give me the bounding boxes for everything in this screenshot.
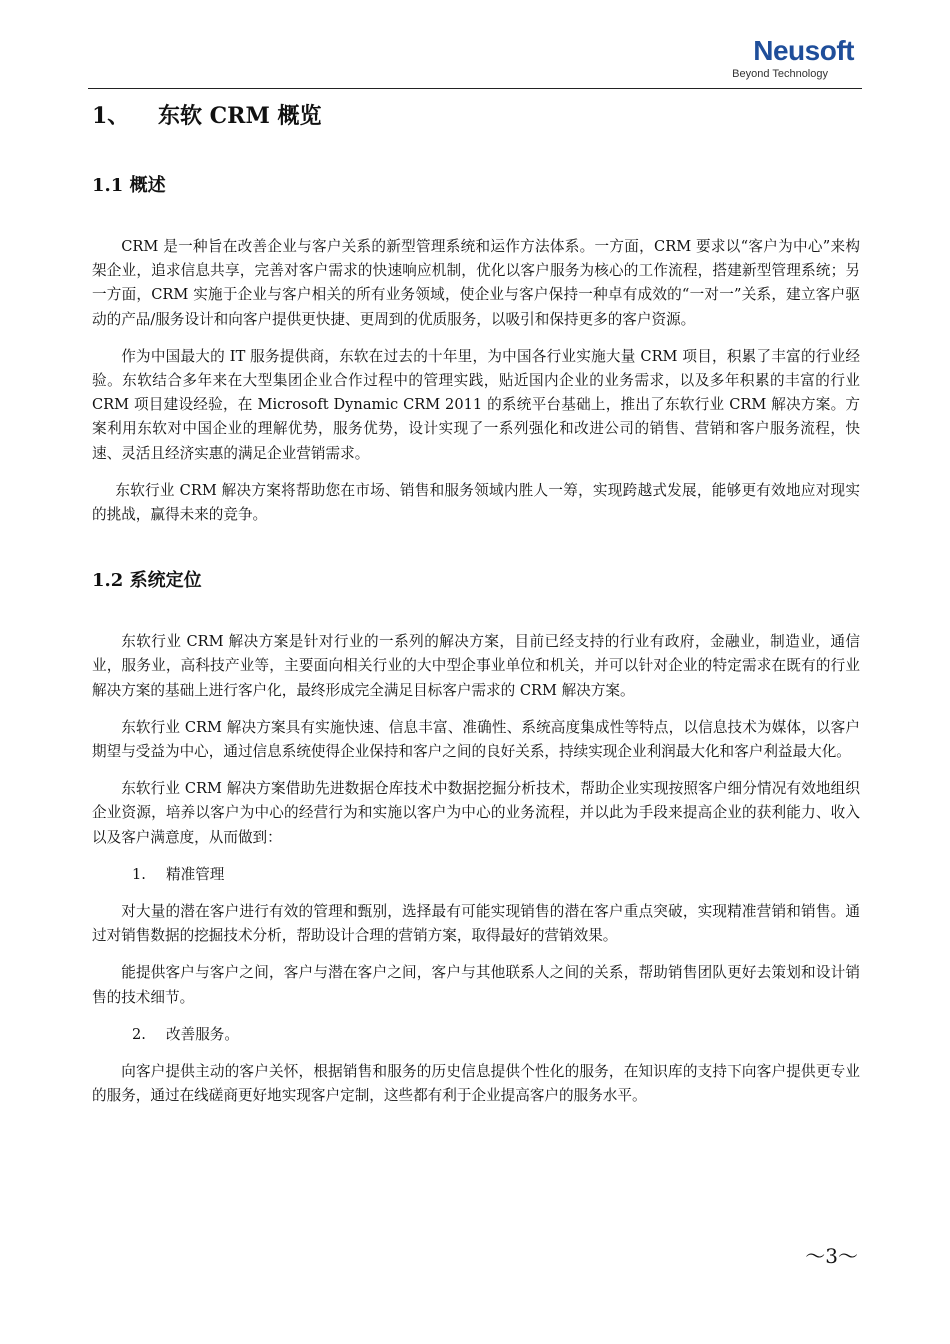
paragraph: 向客户提供主动的客户关怀，根据销售和服务的历史信息提供个性化的服务，在知识库的支持下向客户提供更专业的服务，通过在线磋商更好地实现客户定制，这些都有利于企业提高客户的服务水平。 [92,1063,860,1105]
paragraph: 东软行业 CRM 解决方案将帮助您在市场、销售和服务领域内胜人一筹，实现跨越式发展，能够更有效地应对现实的挑战，赢得未来的竞争。 [92,481,860,524]
section-number: 1、 [92,103,130,129]
list-number: 1. [132,865,146,883]
subsection-heading-positioning: 1.2 系统定位 [92,570,202,592]
logo-tagline: Beyond Technology [732,68,828,80]
paragraph: 对大量的潜在客户进行有效的管理和甄别，选择最有可能实现销售的潜在客户重点突破，实现精准营销和销售。通过对销售数据的挖掘技术分析，帮助设计合理的营销方案，取得最好的营销效果。 [92,903,860,945]
page-header [88,30,862,89]
list-text: 精准管理 [166,865,225,883]
paragraph: 能提供客户与客户之间，客户与潜在客户之间，客户与其他联系人之间的关系，帮助销售团队更好去策划和设计销售的技术细节。 [92,964,860,1006]
section-title: 东软 CRM 概览 [158,103,322,129]
paragraph: 东软行业 CRM 解决方案是针对行业的一系列的解决方案，目前已经支持的行业有政府，金融业，制造业，通信业，服务业，高科技产业等，主要面向相关行业的大中型企事业单位和机关，并可以针对企业的特定需求在既有的行业解决方案的基础上进行客户化，最终形成完全满足目标客户需求的 CRM 解决方案。 [92,633,860,699]
paragraph: CRM 是一种旨在改善企业与客户关系的新型管理系统和运作方法体系。一方面，CRM 要求以“客户为中心”来构架企业，追求信息共享，完善对客户需求的快速响应机制，优化以客户服务为核心的工作流程，搭建新型管理系统；另一方面，CRM 实施于企业与客户相关的所有业务领域，使企业与客户保持一种卓有成效的“一对一”关系，建立客户驱动的产品/服务设计和向客户提供更快捷、更周到的优质服务，以吸引和保持更多的客户资源。 [92,238,860,328]
neusoft-logo [732,36,854,80]
list-item [92,863,860,887]
paragraph: 作为中国最大的 IT 服务提供商，东软在过去的十年里，为中国各行业实施大量 CRM 项目，积累了丰富的行业经验。东软结合多年来在大型集团企业合作过程中的管理实践，贴近国内企业的业务需求，以及多年积累的丰富的行业 CRM 项目建设经验，在 Microsoft Dynamic CRM 2011 的系统平台基础上，推出了东软行业 CRM 解决方案。方案利用东软对中国企业的理解优势，服务优势，设计实现了一系列强化和改进公司的销售、营销和客户服务流程，快速、灵活且经济实惠的满足企业营销需求。 [92,347,860,462]
paragraph: 东软行业 CRM 解决方案借助先进数据仓库技术中数据挖掘分析技术，帮助企业实现按照客户细分情况有效地组织企业资源，培养以客户为中心的经营行为和实施以客户为中心的业务流程，并以此为手段来提高企业的获利能力、收入以及客户满意度，从而做到： [92,780,860,846]
page-number: ～3～ [805,1244,858,1268]
list-text: 改善服务。 [166,1025,239,1043]
logo-wordmark: Neusoft [753,35,854,66]
document-body [92,100,860,1108]
list-item [92,1023,860,1047]
list-number: 2. [132,1025,146,1043]
subsection-heading-overview: 1.1 概述 [92,175,166,196]
paragraph: 东软行业 CRM 解决方案具有实施快速、信息丰富、准确性、系统高度集成性等特点，以信息技术为媒体，以客户期望与受益为中心，通过信息系统使得企业保持和客户之间的良好关系，持续实现企业利润最大化和客户利益最大化。 [92,718,860,761]
section-heading [92,100,860,132]
